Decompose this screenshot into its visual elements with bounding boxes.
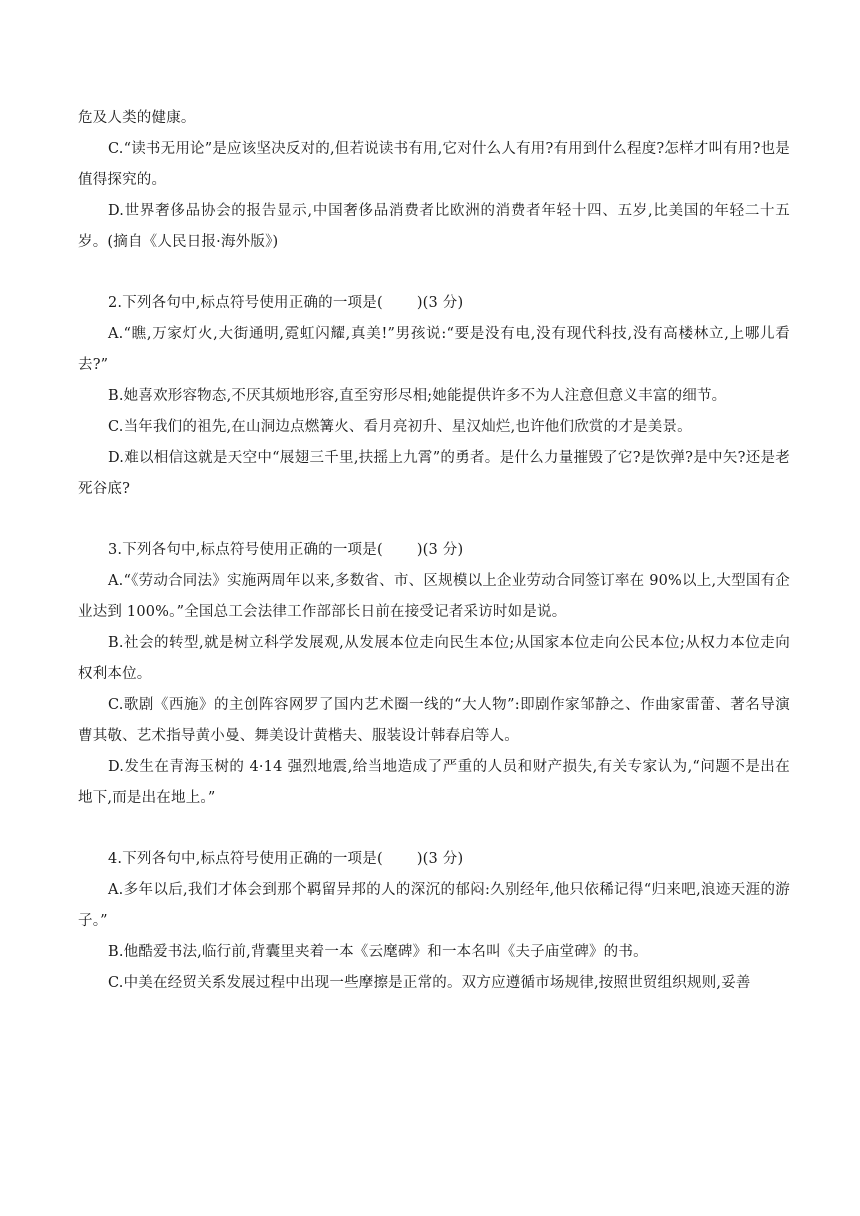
question-4: [78, 844, 790, 999]
spacer: [78, 814, 790, 844]
spacer: [78, 258, 790, 288]
q3-option-a: A.“《劳动合同法》实施两周年以来,多数省、市、区规模以上企业劳动合同签订率在 90%以上,大型国有企业达到 100%。”全国总工会法律工作部部长日前在接受记者采访时如是说。: [78, 573, 790, 620]
q2-option-d: D.难以相信这就是天空中“展翅三千里,扶摇上九霄”的勇者。是什么力量摧毁了它?是饮弹?是中矢?还是老死谷底?: [78, 450, 790, 497]
q1-option-b-tail: 危及人类的健康。: [78, 110, 196, 126]
q3-option-d: D.发生在青海玉树的 4·14 强烈地震,给当地造成了严重的人员和财产损失,有关专家认为,“问题不是出在地下,而是出在地上。”: [78, 759, 790, 806]
q4-stem: [78, 844, 790, 875]
q2-stem-text: 2.下列各句中,标点符号使用正确的一项是(: [108, 295, 383, 311]
question-3: [78, 535, 790, 814]
q3-option-b: B.社会的转型,就是树立科学发展观,从发展本位走向民生本位;从国家本位走向公民本位;从权力本位走向权利本位。: [78, 635, 790, 682]
q4-score: )(3 分): [416, 851, 464, 867]
q2-stem: [78, 288, 790, 319]
q4-option-a: A.多年以后,我们才体会到那个羁留异邦的人的深沉的郁闷:久别经年,他只依稀记得“归来吧,浪迹天涯的游子。”: [78, 882, 790, 929]
q3-stem-text: 3.下列各句中,标点符号使用正确的一项是(: [108, 542, 383, 558]
q2-option-a: A.“瞧,万家灯火,大街通明,霓虹闪耀,真美!”男孩说:“要是没有电,没有现代科技,没有高楼林立,上哪儿看去?”: [78, 326, 790, 373]
spacer: [78, 505, 790, 535]
question-2: [78, 288, 790, 505]
q2-score: )(3 分): [416, 295, 464, 311]
document-body: [78, 103, 790, 999]
q2-option-c: C.当年我们的祖先,在山洞边点燃篝火、看月亮初升、星汉灿烂,也许他们欣赏的才是美景。: [108, 419, 692, 435]
q4-stem-text: 4.下列各句中,标点符号使用正确的一项是(: [108, 851, 383, 867]
q4-option-b: B.他酷爱书法,临行前,背囊里夹着一本《云麾碑》和一本名叫《夫子庙堂碑》的书。: [108, 944, 648, 960]
q4-option-c: C.中美在经贸关系发展过程中出现一些摩擦是正常的。双方应遵循市场规律,按照世贸组织规则,妥善: [108, 975, 751, 991]
q3-stem: [78, 535, 790, 566]
q1-option-d: D.世界奢侈品协会的报告显示,中国奢侈品消费者比欧洲的消费者年轻十四、五岁,比美国的年轻二十五岁。(摘自《人民日报·海外版》): [78, 203, 790, 250]
q3-score: )(3 分): [416, 542, 464, 558]
q3-option-c: C.歌剧《西施》的主创阵容网罗了国内艺术圈一线的“大人物”:即剧作家邹静之、作曲家雷蕾、著名导演曹其敬、艺术指导黄小曼、舞美设计黄楷夫、服装设计韩春启等人。: [78, 697, 790, 744]
question-1-continued: [78, 103, 790, 258]
q1-option-c: C.“读书无用论”是应该坚决反对的,但若说读书有用,它对什么人有用?有用到什么程度?怎样才叫有用?也是值得探究的。: [78, 141, 790, 188]
q2-option-b: B.她喜欢形容物态,不厌其烦地形容,直至穷形尽相;她能提供许多不为人注意但意义丰富的细节。: [108, 388, 727, 404]
